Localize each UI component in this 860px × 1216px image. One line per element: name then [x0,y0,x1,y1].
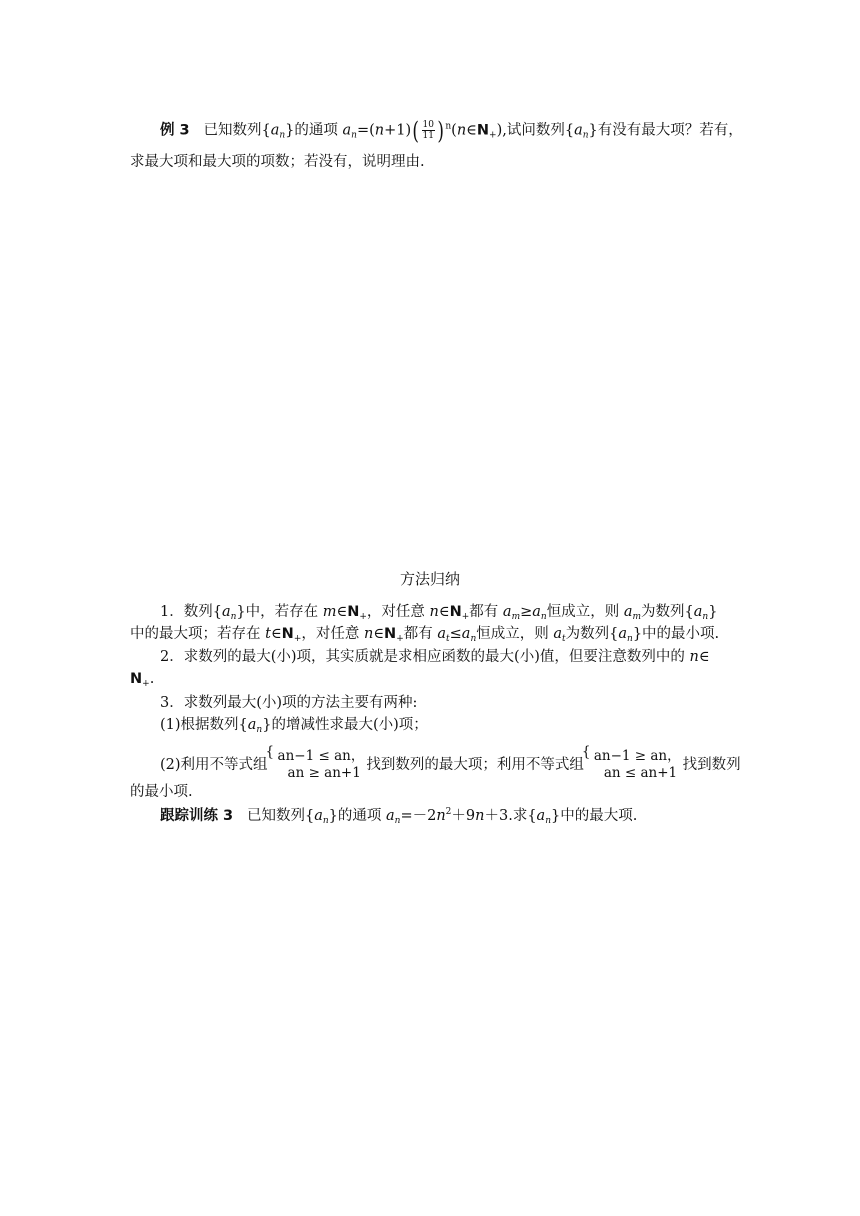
text: ，对任意 [301,626,364,642]
text: 都有 [403,626,438,642]
method-p1-line-2 [130,624,730,644]
text: 恒成立，则 [476,626,554,642]
inequality-system-max [265,744,365,782]
frac-denominator: 11 [422,131,434,141]
var-n: n [456,122,467,139]
system-row: an−1 ≥ an， [593,748,681,764]
set-N: N [476,122,490,139]
set-N: N [347,604,360,620]
system-row: an−1 ≤ an， [277,748,365,764]
exponent: 2 [445,807,452,817]
text: ＋3.求{ [484,808,537,824]
var-a: a [502,604,512,620]
set-N: N [384,626,397,642]
sub-plus: + [359,612,367,622]
text: 找到数列 [682,757,741,773]
fraction [422,120,435,141]
sub-n: n [351,130,357,141]
text: ＋9 [451,808,476,824]
text: ∈ [466,122,477,139]
method-p4 [160,715,760,735]
text: ∈ [698,649,710,665]
set-N: N [449,604,462,620]
text: =( [356,122,375,139]
var-n: n [689,649,699,665]
text: }有没有最大项？若有， [588,122,743,139]
text: 为数列{ [565,626,619,642]
sub-n: n [470,634,477,644]
var-a: a [693,604,703,620]
sub-n: n [230,612,237,622]
example-3-line-1 [160,116,760,145]
example-3-line-2: 求最大项和最大项的项数；若没有，说明理由. [130,154,425,170]
sub-n: n [582,130,589,141]
text: }的增减性求最大(小)项； [262,717,428,733]
text: ≤ [449,626,462,642]
sub-plus: + [461,612,470,622]
sub-n: n [256,725,263,735]
var-n: n [436,808,446,824]
var-a: a [247,717,257,733]
method-p1-line-1 [160,602,760,622]
var-a: a [532,604,541,620]
var-a: a [342,122,352,139]
frac-numerator: 10 [422,120,434,130]
text: =－2 [400,808,437,824]
method-p3: 3．求数列最大(小)项的方法主要有两种: [160,695,418,711]
text: 已知数列{ [203,122,271,139]
text: ∈ [373,626,385,642]
inequality-system-min [581,744,681,782]
text: }的通项 [285,122,343,139]
text: (2)利用不等式组 [160,757,268,773]
text: 找到数列的最大项；利用不等式组 [366,757,584,773]
var-a: a [270,122,280,139]
text: ，对任意 [366,604,430,620]
text: 恒成立，则 [546,604,624,620]
sub-t: t [562,634,566,644]
section-heading: 方法归纳 [399,570,460,588]
text: ≥ [520,604,533,620]
text: ∈ [270,626,282,642]
set-N: N [130,671,143,687]
sub-n: n [702,612,709,622]
text: ∈ [438,604,450,620]
brace-icon: { [581,744,591,760]
text: +1) [384,122,412,139]
var-a: a [221,604,231,620]
training-label: 跟踪训练 3 [160,808,234,824]
text: (1)根据数列{ [160,717,248,733]
text: 为数列{ [641,604,694,620]
var-a: a [623,604,633,620]
text: }中的最小项. [632,626,720,642]
system-row: an ≥ an+1 [287,765,361,781]
example-label: 例 3 [160,122,190,139]
var-n: n [475,808,485,824]
training-3 [160,806,760,826]
sub-n: n [545,816,551,826]
brace-icon: { [265,744,275,760]
var-a: a [437,626,446,642]
var-a: a [618,626,628,642]
var-a: a [574,122,583,139]
set-N: N [281,626,294,642]
var-a: a [536,808,546,824]
text: 1．数列{ [160,604,222,620]
sub-n: n [394,816,401,826]
sub-n: n [627,634,633,644]
var-a: a [461,626,471,642]
var-a: a [386,808,395,824]
var-n: n [374,122,385,139]
method-p2-line-1 [160,647,760,667]
sub-m: m [511,612,521,622]
var-n: n [363,626,374,642]
sub-n: n [279,130,286,141]
sub-n: n [322,816,329,826]
var-t: t [265,626,271,642]
method-p5-line-1 [160,744,760,782]
text: ( [451,122,457,139]
text: 都有 [469,604,503,620]
var-a: a [314,808,323,824]
text: } [708,604,718,620]
right-paren: ) [437,116,444,145]
sub-n: n [540,612,547,622]
text: . [149,671,155,687]
text: }中，若存在 [236,604,323,620]
text: 2．求数列的最大(小)项，其实质就是求相应函数的最大(小)值，但要注意数列中的 [160,649,690,665]
exponent: n [445,121,452,132]
text: }的通项 [328,808,386,824]
var-a: a [553,626,562,642]
sub-plus: + [396,634,404,644]
method-p5-line-2: 的最小项. [130,784,193,800]
sub-plus: + [142,679,150,689]
text: ∈ [336,604,348,620]
system-row: an ≤ an+1 [603,765,678,781]
var-m: m [322,604,337,620]
sub-plus: + [293,634,302,644]
text: ),试问数列{ [496,122,575,139]
sub-plus: + [489,130,497,141]
method-p2-line-2 [130,669,730,689]
sub-t: t [446,634,450,644]
text: }中的最大项. [551,808,638,824]
var-n: n [429,604,439,620]
sub-m: m [632,612,642,622]
text: 中的最大项；若存在 [130,626,266,642]
left-paren: ( [412,116,420,145]
text: 已知数列{ [246,808,315,824]
